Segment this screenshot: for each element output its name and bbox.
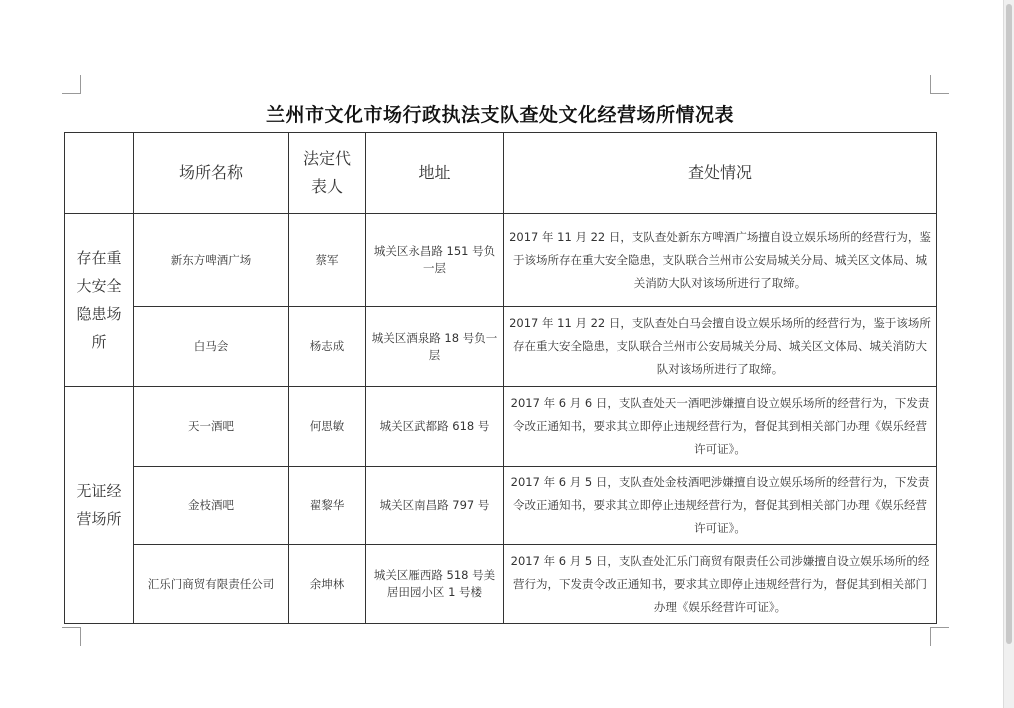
legal-representative-cell: 何思敏 (289, 387, 366, 467)
venue-name-cell: 天一酒吧 (134, 387, 289, 467)
legal-representative-cell: 余坤林 (289, 545, 366, 624)
header-address: 地址 (366, 133, 504, 214)
header-legal-representative (289, 133, 366, 214)
address-cell: 城关区武都路 618 号 (366, 387, 504, 467)
document-title: 兰州市文化市场行政执法支队查处文化经营场所情况表 (265, 104, 734, 126)
table-row (65, 467, 937, 545)
crop-mark-top-left (62, 75, 81, 94)
venue-name-cell: 新东方啤酒广场 (134, 214, 289, 307)
address-cell: 城关区酒泉路 18 号负一层 (366, 307, 504, 387)
category-cell (65, 387, 134, 624)
table-header-row (65, 133, 937, 214)
venue-name-cell: 金枝酒吧 (134, 467, 289, 545)
header-category (65, 133, 134, 214)
category-label: 无证经营场所 (76, 482, 122, 528)
legal-representative-cell: 蔡军 (289, 214, 366, 307)
table-row (65, 387, 937, 467)
enforcement-table (64, 132, 937, 624)
table-row (65, 214, 937, 307)
legal-representative-cell: 翟黎华 (289, 467, 366, 545)
situation-cell: 2017 年 6 月 5 日，支队查处汇乐门商贸有限责任公司涉嫌擅自设立娱乐场所的经营行为，下发责令改正通知书，要求其立即停止违规经营行为，督促其到相关部门办理《娱乐经营许可证》。 (504, 545, 937, 624)
header-legal-representative-label: 法定代表人 (302, 149, 351, 196)
situation-cell: 2017 年 11 月 22 日，支队查处白马会擅自设立娱乐场所的经营行为，鉴于该场所存在重大安全隐患，支队联合兰州市公安局城关分局、城关区文体局、城关消防大队对该场所进行了取缔。 (504, 307, 937, 387)
category-cell (65, 214, 134, 387)
situation-cell: 2017 年 6 月 5 日，支队查处金枝酒吧涉嫌擅自设立娱乐场所的经营行为，下发责令改正通知书，要求其立即停止违规经营行为，督促其到相关部门办理《娱乐经营许可证》。 (504, 467, 937, 545)
address-cell: 城关区南昌路 797 号 (366, 467, 504, 545)
crop-mark-top-right (930, 75, 949, 94)
table-row (65, 545, 937, 624)
vertical-scrollbar[interactable] (1003, 0, 1014, 708)
header-situation: 查处情况 (504, 133, 937, 214)
category-label: 存在重大安全隐患场所 (76, 249, 122, 351)
table-body (65, 214, 937, 624)
situation-cell: 2017 年 11 月 22 日，支队查处新东方啤酒广场擅自设立娱乐场所的经营行为，鉴于该场所存在重大安全隐患，支队联合兰州市公安局城关分局、城关区文体局、城关消防大队对该场所进行了取缔。 (504, 214, 937, 307)
header-venue-name: 场所名称 (134, 133, 289, 214)
address-cell: 城关区永昌路 151 号负一层 (366, 214, 504, 307)
crop-mark-bottom-left (62, 627, 81, 646)
venue-name-cell: 汇乐门商贸有限责任公司 (134, 545, 289, 624)
address-cell: 城关区雁西路 518 号美居田园小区 1 号楼 (366, 545, 504, 624)
venue-name-cell: 白马会 (134, 307, 289, 387)
crop-mark-bottom-right (930, 627, 949, 646)
table-row (65, 307, 937, 387)
scrollbar-thumb[interactable] (1006, 4, 1012, 644)
situation-cell: 2017 年 6 月 6 日，支队查处天一酒吧涉嫌擅自设立娱乐场所的经营行为，下发责令改正通知书，要求其立即停止违规经营行为，督促其到相关部门办理《娱乐经营许可证》。 (504, 387, 937, 467)
legal-representative-cell: 杨志成 (289, 307, 366, 387)
